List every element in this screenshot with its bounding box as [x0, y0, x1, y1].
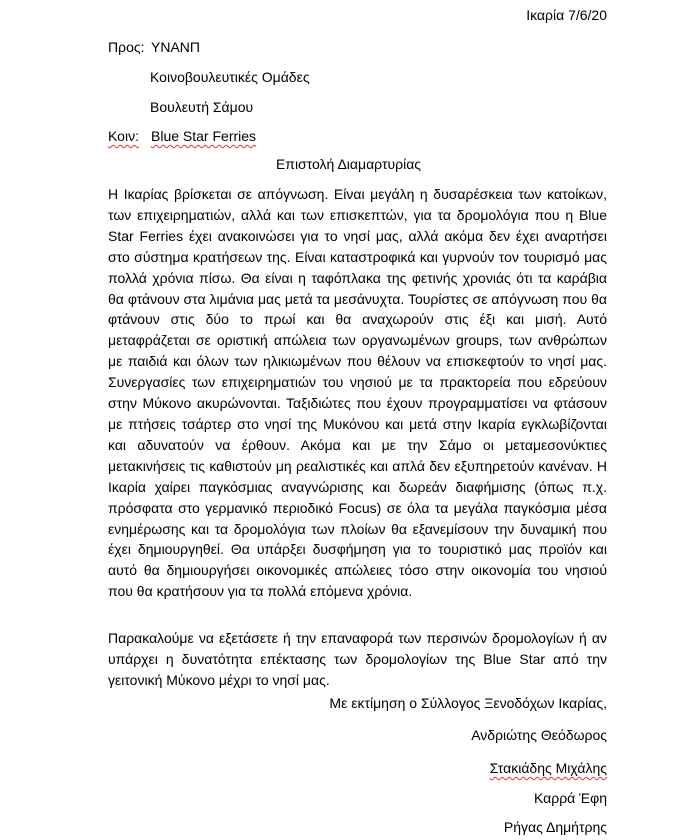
- body-paragraph-1: Η Ικαρίας βρίσκεται σε απόγνωση. Είναι μεγάλη η δυσαρέσκεια των κατοίκων, των επιχειρηματιών, αλλά και των επισκεπτών, για τα δρομολόγια που η Blue Star Ferries έχει ανακοινώσει για το νησί μας, αλλά ακόμα δεν έχει αναρτήσει στο σύστημα κρατήσεων της. Είναι καταστροφικά και γυρνούν τον τουρισμό μας πολλά χρόνια πίσω. Θα είναι η ταφόπλακα της φετινής χρονιάς ότι τα καράβια θα φτάνουν στα λιμάνια μας μετά τα μεσάνυχτα. Τουρίστες σε απόγνωση που θα φτάνουν στις δύο το πρωί και θα αναχωρούν στις έξι και μισή. Αυτό μεταφράζεται σε οριστική απώλεια των οργανωμένων groups, των ανθρώπων με παιδιά και όλων των ηλικιωμένων που θέλουν να επισκεφτούν το νησί μας. Συνεργασίες των επιχειρηματιών του νησιού με τα πρακτορεία που εδρεύουν στην Μύκονο ακυρώνονται. Ταξιδιώτες που έχουν προγραμματίσει να φτάσουν με πτήσεις τσάρτερ στο νησί της Μυκόνου και μετά στην Ικαρία εγκλωβίζονται και αδυνατούν να έρθουν. Ακόμα και με την Σάμο οι μεταμεσονύκτιες μετακινήσεις τις καθιστούν μη ρεαλιστικές και απλά δεν εξυπηρετούν κανέναν. Η Ικαρία χαίρει παγκόσμιας αναγνώρισης και δωρεάν διαφήμισης (όπως π.χ. πρόσφατα στο γερμανικό περιοδικό Focus) σε όλα τα μεγάλα παγκόσμια μέσα ενημέρωσης και τα δρομολόγια των πλοίων θα εξανεμίσουν την δυναμική που έχει δημιουργηθεί. Θα υπάρξει δυσφήμηση για το τουριστικό μας προϊόν και αυτό θα δημιουργήσει οικονομικές απώλειες τόσο στην οικονομία του νησιού που θα κρατήσουν για τα πολλά επόμενα χρόνια.: [108, 186, 607, 600]
- signatory-4: Ρήγας Δημήτρης: [503, 819, 607, 835]
- recipient-ynanp: ΥΝΑΝΠ: [151, 39, 201, 55]
- recipient-parliamentary-groups: Κοινοβουλευτικές Ομάδες: [150, 69, 310, 85]
- signatory-2-text: Στακιάδης Μιχάλης: [489, 760, 607, 776]
- cc-recipient: [151, 127, 256, 145]
- closing-salutation: Με εκτίμηση ο Σύλλογος Ξενοδόχων Ικαρίας,: [329, 695, 607, 711]
- to-label: Προς:: [108, 39, 145, 55]
- recipient-mp-samos: Βουλευτή Σάμου: [150, 99, 254, 115]
- signatory-3: Καρρά Έφη: [533, 790, 607, 806]
- cc-label: Κοιν:: [108, 128, 139, 144]
- cc-recipient-text: Blue Star Ferries: [151, 128, 257, 144]
- body-paragraph-2: Παρακαλούμε να εξετάσετε ή την επαναφορά των περσινών δρομολογίων ή αν υπάρχει η δυνατότητα επέκτασης των δρομολογίων της Blue Star από την γειτονική Μύκονο μέχρι το νησί μας.: [108, 630, 607, 688]
- letter-title: Επιστολή Διαμαρτυρίας: [275, 156, 422, 172]
- signatory-2: [490, 759, 607, 777]
- letter-date: Ικαρία 7/6/20: [526, 7, 607, 23]
- signatory-1: Ανδριώτης Θεόδωρος: [471, 727, 607, 743]
